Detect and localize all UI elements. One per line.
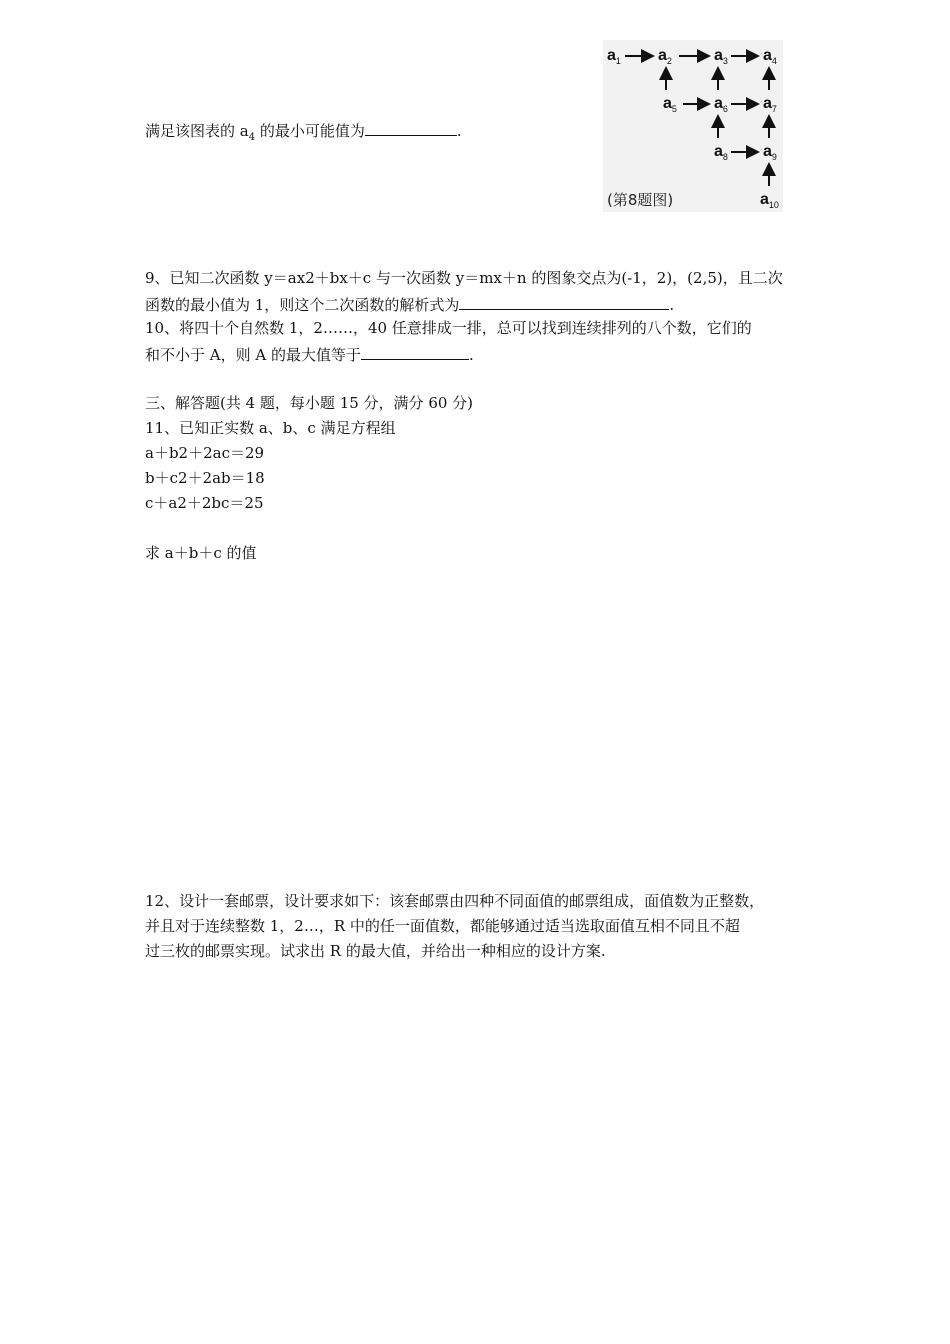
node-a2: $a_2$ xyxy=(658,47,672,66)
q12-line-1: 12、设计一套邮票，设计要求如下：该套邮票由四种不同面值的邮票组成，面值数为正整数， xyxy=(145,892,765,910)
section3-title: 三、解答题(共 4 题，每小题 15 分，满分 60 分) xyxy=(145,394,474,412)
q10-line-2: 和不小于 A，则 A 的最大值等于 . xyxy=(145,343,474,365)
diagram-caption: (第8题图) xyxy=(607,191,674,209)
node-a5: $a_5$ xyxy=(663,95,677,114)
q12-line-2: 并且对于连续整数 1，2…，R 中的任一面值数，都能够通过适当选取面值互相不同且不超 xyxy=(145,917,740,935)
node-a4: $a_4$ xyxy=(763,47,777,66)
q9-line-1: 9、已知二次函数 y＝ax2＋bx＋c 与一次函数 y＝mx＋n 的图象交点为(-1，2)，(2,5)，且二次 xyxy=(145,269,783,287)
q8-diagram xyxy=(603,40,783,212)
q8-line: 满足该图表的 $a_4$ 的最小可能值为 . xyxy=(145,119,462,148)
node-a7: $a_7$ xyxy=(763,95,777,114)
q11-ask: 求 a＋b＋c 的值 xyxy=(145,544,257,562)
node-a9: $a_9$ xyxy=(763,143,777,162)
q11-eq1: a＋b2＋2ac＝29 xyxy=(145,444,265,462)
q8-subscript: 4 xyxy=(248,132,256,143)
q8-answer-blank[interactable] xyxy=(365,119,457,136)
q11-eq3: c＋a2＋2bc＝25 xyxy=(145,494,264,512)
q10-line-1: 10、将四十个自然数 1，2……，40 任意排成一排，总可以找到连续排列的八个数，它们的 xyxy=(145,319,752,337)
node-a1: $a_1$ xyxy=(607,47,621,66)
q9-line-2: 函数的最小值为 1，则这个二次函数的解析式为 . xyxy=(145,293,674,315)
q11-eq2: b＋c2＋2ab＝18 xyxy=(145,469,265,487)
node-a8: $a_8$ xyxy=(714,143,728,162)
node-a10: $a_{10}$ xyxy=(760,191,779,210)
q11-intro: 11、已知正实数 a、b、c 满足方程组 xyxy=(145,419,396,437)
q10-answer-blank[interactable] xyxy=(361,343,469,360)
node-a3: $a_3$ xyxy=(714,47,728,66)
node-a6: $a_6$ xyxy=(714,95,728,114)
q9-answer-blank[interactable] xyxy=(459,293,669,310)
q12-line-3: 过三枚的邮票实现。试求出 R 的最大值，并给出一种相应的设计方案. xyxy=(145,942,606,960)
q8-diagram-svg xyxy=(603,40,783,212)
